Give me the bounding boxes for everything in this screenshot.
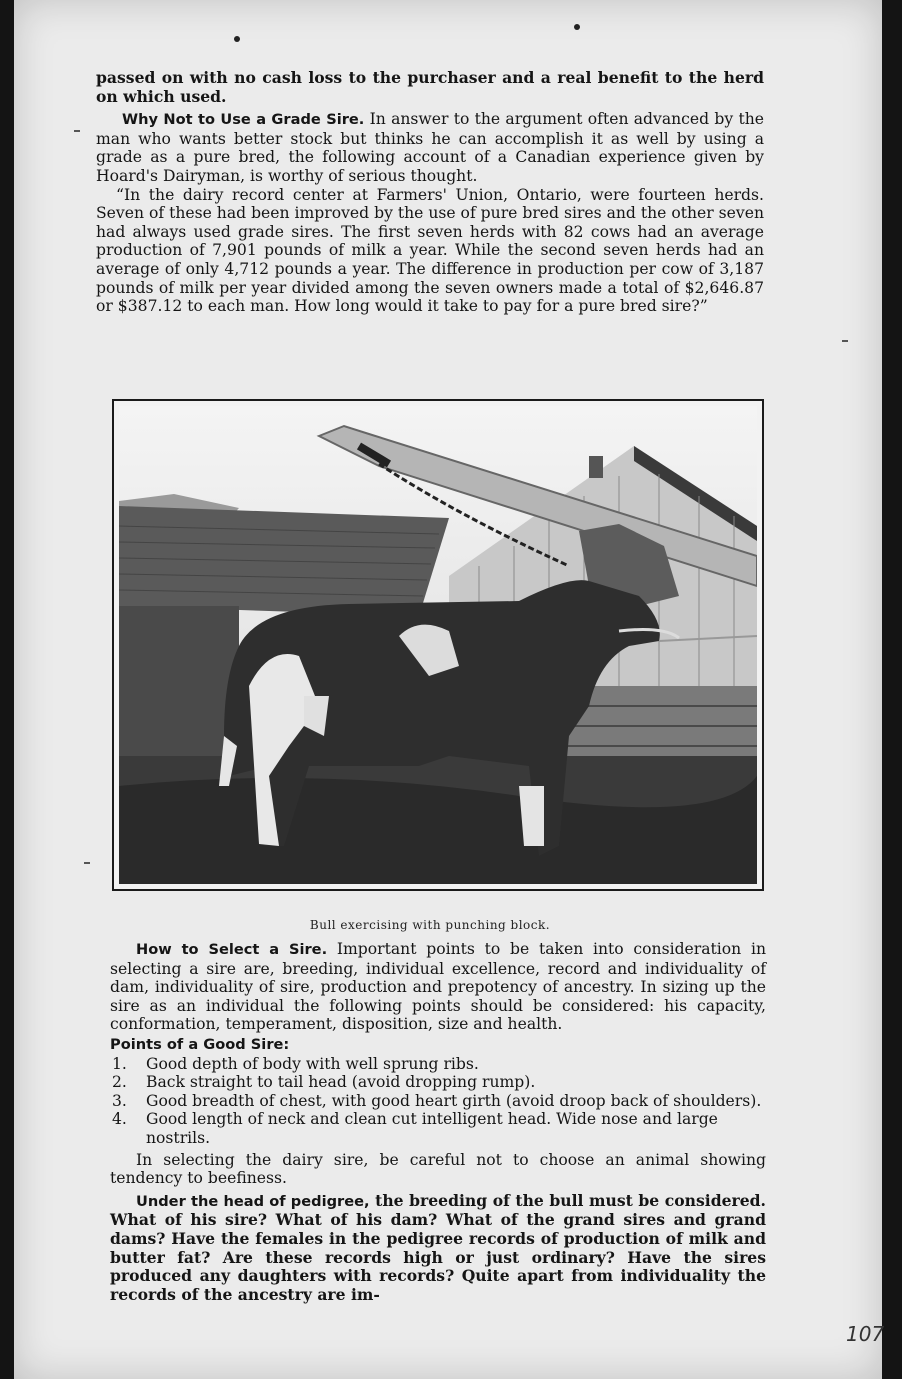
list-item: 4. Good length of neck and clean cut intelligent head. Wide nose and large nostrils. (112, 1110, 718, 1147)
page-number: 107 (846, 1322, 885, 1346)
figure-caption: Bull exercising with punching block. (309, 918, 551, 932)
points-heading: Points of a Good Sire: (110, 1035, 290, 1053)
top-text-block (96, 69, 764, 316)
bull-photo (112, 399, 764, 891)
pedigree-heading: Under the head of pedigree, (136, 1192, 370, 1210)
grade-sire-body: In answer to the argument often advanced by the man who wants better stock but thinks he can accomplish it as well by using a grade as a pure bred, the following account of a Canadian experience given by Hoard's Dairyman, is worthy of serious thought. (96, 110, 764, 185)
binding-hole (234, 36, 240, 42)
select-sire-paragraph (110, 940, 766, 1034)
bottom-text-block (110, 940, 766, 1304)
grade-sire-heading: Why Not to Use a Grade Sire. (122, 111, 365, 129)
points-list (110, 1055, 766, 1148)
bull-photo-illustration (119, 406, 757, 884)
margin-mark (74, 130, 80, 132)
select-sire-heading: How to Select a Sire. (136, 941, 328, 958)
grade-sire-paragraph (96, 110, 764, 185)
list-item: 3. Good breadth of chest, with good heart girth (avoid droop back of shoulders). (112, 1091, 762, 1110)
continuation-paragraph: passed on with no cash loss to the purchaser and a real benefit to the herd on which used. (96, 68, 764, 106)
margin-mark (84, 862, 90, 864)
pedigree-paragraph (110, 1192, 766, 1305)
select-sire-body: Important points to be taken into consideration in selecting a sire are, breeding, individual excellence, record and individuality of dam, individuality of sire, production and prepotency of ancestry. In sizing up the sire as an individual the following points should be considered: his capacity, conformation, temperament, disposition, size and health. (110, 940, 766, 1034)
list-item: 1. Good depth of body with well sprung ribs. (112, 1054, 479, 1073)
book-page (14, 0, 885, 1379)
beefiness-paragraph: In selecting the dairy sire, be careful not to choose an animal showing tendency to beefiness. (110, 1150, 766, 1188)
pedigree-body: the breeding of the bull must be considered. What of his sire? What of his dam? What of the grand sires and grand dams? Have the females in the pedigree records of production of milk and butter fat? Are these records high or just ordinary? Have the sires produced any daughters with records? Quite apart from individuality the records of the ancestry are im- (110, 1190, 766, 1304)
dairy-record-quote: “In the dairy record center at Farmers' Union, Ontario, were fourteen herds. Seven of these had been improved by the use of pure bred sires and the other seven had always used grade sires. The first seven herds with 82 cows had an average production of 7,901 pounds of milk a year. While the second seven herds had an average of only 4,712 pounds a year. The difference in production per cow of 3,187 pounds of milk per year divided among the seven owners made a total of $2,646.87 or $387.12 to each man. How long would it take to pay for a pure bred sire?” (96, 185, 764, 316)
figure-caption-block (96, 916, 764, 935)
margin-mark (842, 340, 848, 342)
binding-hole (574, 24, 580, 30)
list-item: 2. Back straight to tail head (avoid dropping rump). (112, 1073, 536, 1092)
